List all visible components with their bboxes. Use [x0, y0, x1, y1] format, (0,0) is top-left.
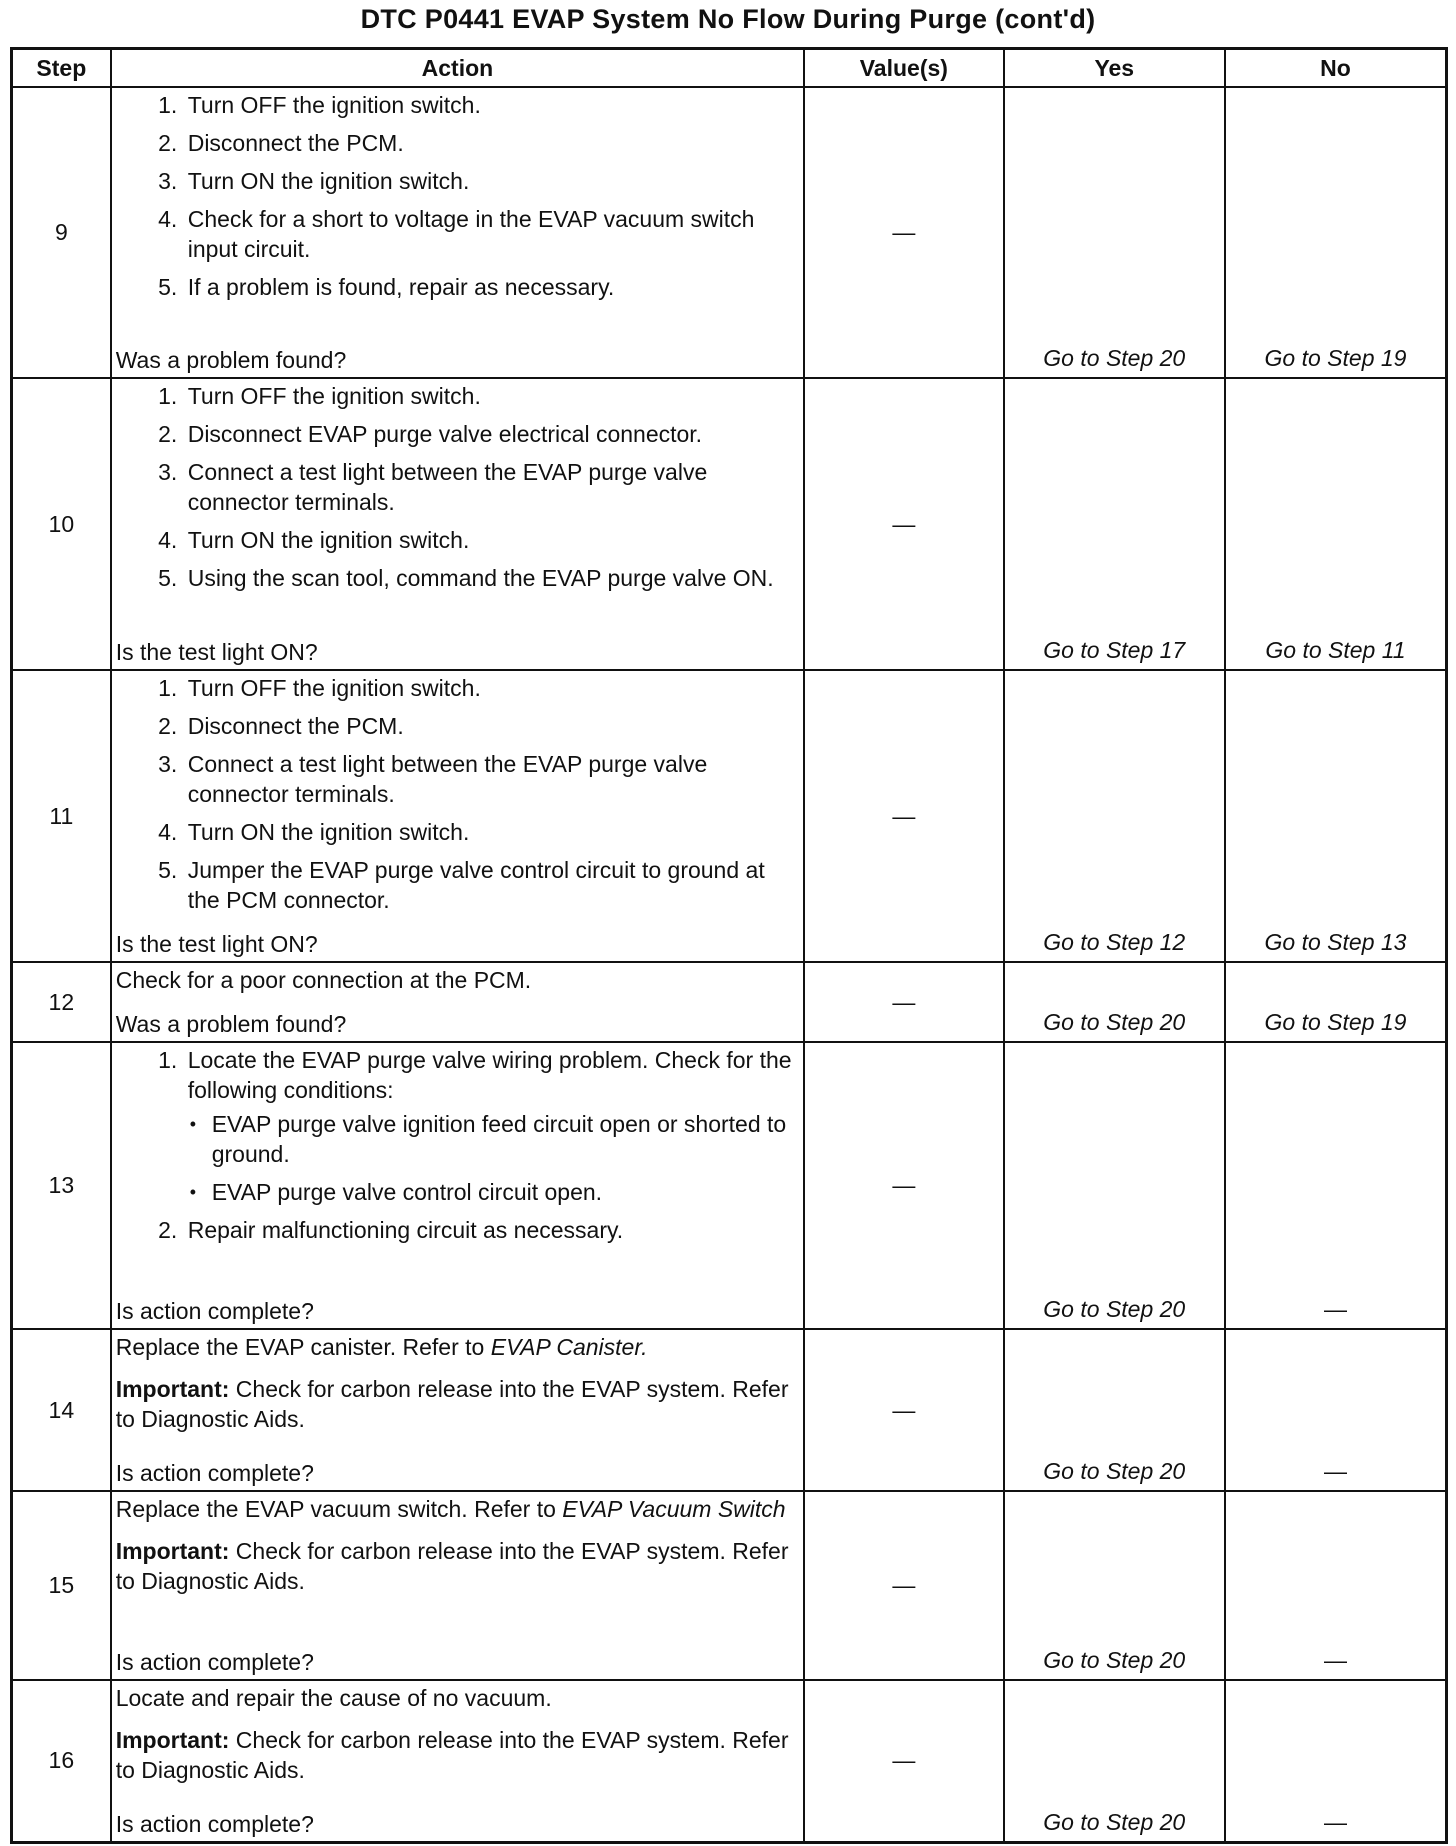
bullet-item: • EVAP purge valve ignition feed circuit open or shorted to ground.	[182, 1109, 799, 1169]
important-label: Important:	[115, 1538, 230, 1564]
header-step: Step	[12, 49, 111, 88]
yes-cell	[1004, 87, 1225, 378]
important-text: Check for carbon release into the EVAP system. Refer to Diagnostic Aids.	[115, 1376, 789, 1432]
list-item: 4. Check for a short to voltage in the EVAP vacuum switch input circuit.	[184, 204, 799, 264]
yes-result: Go to Step 20	[1043, 1647, 1186, 1673]
step-number: 12	[12, 962, 111, 1042]
list-item: 5. Jumper the EVAP purge valve control circuit to ground at the PCM connector.	[184, 855, 799, 915]
table-row	[12, 1491, 1447, 1680]
important-note	[116, 1374, 799, 1434]
list-item: 5. Using the scan tool, command the EVAP purge valve ON.	[184, 563, 799, 593]
action-question: Is action complete?	[115, 1298, 314, 1324]
yes-cell	[1004, 670, 1225, 962]
important-note	[116, 1725, 799, 1785]
important-note	[116, 1536, 799, 1596]
action-cell	[111, 87, 804, 378]
yes-cell	[1004, 1042, 1225, 1329]
yes-result: Go to Step 20	[1043, 345, 1186, 371]
value-cell: —	[804, 1042, 1003, 1329]
yes-result: Go to Step 20	[1043, 1296, 1186, 1322]
no-result: Go to Step 11	[1265, 637, 1406, 663]
action-question: Is the test light ON?	[115, 931, 318, 957]
no-cell	[1225, 1042, 1447, 1329]
no-result: Go to Step 19	[1264, 1009, 1407, 1035]
list-item: 2. Repair malfunctioning circuit as necessary.	[184, 1215, 799, 1245]
action-question: Was a problem found?	[115, 347, 347, 373]
bullet-item: • EVAP purge valve control circuit open.	[182, 1177, 799, 1207]
step-number: 10	[12, 378, 111, 670]
no-cell	[1225, 1329, 1447, 1491]
action-list	[116, 673, 799, 915]
table-row	[12, 378, 1447, 670]
action-question: Is action complete?	[115, 1810, 314, 1837]
condition-list	[182, 1109, 799, 1207]
yes-cell	[1004, 1491, 1225, 1680]
important-label: Important:	[115, 1376, 230, 1402]
action-text	[116, 1494, 799, 1524]
value-cell: —	[804, 962, 1003, 1042]
no-cell	[1225, 1680, 1447, 1842]
yes-result: Go to Step 17	[1043, 637, 1186, 663]
table-row	[12, 1680, 1447, 1842]
list-item: 1. Turn OFF the ignition switch.	[184, 381, 799, 411]
list-item: 1. Turn OFF the ignition switch.	[184, 90, 799, 120]
step-number: 14	[12, 1329, 111, 1491]
action-list	[116, 90, 799, 302]
action-cell	[111, 1680, 804, 1842]
step-number: 13	[12, 1042, 111, 1329]
list-item: 3. Connect a test light between the EVAP purge valve connector terminals.	[184, 749, 799, 809]
step-number: 16	[12, 1680, 111, 1842]
list-item: 2. Disconnect the PCM.	[184, 711, 799, 741]
action-text	[116, 1332, 799, 1362]
header-row	[12, 49, 1447, 88]
no-cell	[1225, 1491, 1447, 1680]
no-result: —	[1324, 1458, 1347, 1484]
action-question: Was a problem found?	[115, 1011, 347, 1037]
table-row	[12, 962, 1447, 1042]
step-number: 9	[12, 87, 111, 378]
no-result: —	[1324, 1296, 1347, 1322]
action-question: Is action complete?	[115, 1649, 314, 1675]
yes-cell	[1004, 962, 1225, 1042]
header-values: Value(s)	[804, 49, 1003, 88]
yes-result: Go to Step 20	[1043, 1458, 1186, 1484]
list-item: 1. Turn OFF the ignition switch.	[184, 673, 799, 703]
list-item: 3. Turn ON the ignition switch.	[184, 166, 799, 196]
action-question: Is the test light ON?	[115, 639, 318, 665]
action-text: Check for a poor connection at the PCM.	[115, 967, 532, 993]
action-list	[116, 1045, 799, 1245]
action-cell	[111, 670, 804, 962]
yes-result: Go to Step 12	[1043, 929, 1186, 955]
list-item	[184, 1045, 799, 1207]
header-no: No	[1225, 49, 1447, 88]
no-result: —	[1324, 1647, 1347, 1673]
action-cell	[111, 1491, 804, 1680]
no-cell	[1225, 962, 1447, 1042]
yes-cell	[1004, 1329, 1225, 1491]
reference-link: EVAP Canister.	[490, 1334, 648, 1360]
action-list	[116, 381, 799, 593]
value-cell: —	[804, 378, 1003, 670]
no-result: Go to Step 13	[1264, 929, 1407, 955]
yes-result: Go to Step 20	[1043, 1009, 1186, 1035]
no-cell	[1225, 378, 1447, 670]
value-cell: —	[804, 1680, 1003, 1842]
value-cell: —	[804, 1329, 1003, 1491]
action-text-main: Replace the EVAP vacuum switch. Refer to	[115, 1496, 563, 1522]
action-cell	[111, 962, 804, 1042]
value-cell: —	[804, 1491, 1003, 1680]
reference-link: EVAP Vacuum Switch	[562, 1496, 786, 1522]
list-item: 3. Connect a test light between the EVAP purge valve connector terminals.	[184, 457, 799, 517]
important-text: Check for carbon release into the EVAP system. Refer to Diagnostic Aids.	[115, 1727, 789, 1783]
diagnostic-table	[10, 47, 1448, 1844]
important-label: Important:	[115, 1727, 230, 1753]
list-item: 2. Disconnect EVAP purge valve electrical connector.	[184, 419, 799, 449]
action-text-main: Replace the EVAP canister. Refer to	[115, 1334, 491, 1360]
list-item: 4. Turn ON the ignition switch.	[184, 817, 799, 847]
list-item: 5. If a problem is found, repair as necessary.	[184, 272, 799, 302]
table-row	[12, 1042, 1447, 1329]
yes-cell	[1004, 1680, 1225, 1842]
yes-result: Go to Step 20	[1043, 1808, 1186, 1835]
list-item-text: Locate the EVAP purge valve wiring problem. Check for the following conditions:	[187, 1047, 792, 1103]
list-item: 2. Disconnect the PCM.	[184, 128, 799, 158]
document-title: DTC P0441 EVAP System No Flow During Purge (cont'd)	[360, 4, 1096, 34]
value-cell: —	[804, 87, 1003, 378]
header-yes: Yes	[1004, 49, 1225, 88]
yes-cell	[1004, 378, 1225, 670]
table-row	[12, 1329, 1447, 1491]
action-cell	[111, 1329, 804, 1491]
action-text: Locate and repair the cause of no vacuum.	[115, 1685, 552, 1711]
action-question: Is action complete?	[115, 1460, 314, 1486]
list-item: 4. Turn ON the ignition switch.	[184, 525, 799, 555]
header-action: Action	[111, 49, 804, 88]
table-row	[12, 670, 1447, 962]
important-text: Check for carbon release into the EVAP system. Refer to Diagnostic Aids.	[115, 1538, 789, 1594]
no-cell	[1225, 87, 1447, 378]
no-result: Go to Step 19	[1264, 345, 1407, 371]
step-number: 15	[12, 1491, 111, 1680]
no-cell	[1225, 670, 1447, 962]
no-result: —	[1324, 1808, 1347, 1835]
value-cell: —	[804, 670, 1003, 962]
step-number: 11	[12, 670, 111, 962]
action-cell	[111, 378, 804, 670]
table-row	[12, 87, 1447, 378]
action-cell	[111, 1042, 804, 1329]
